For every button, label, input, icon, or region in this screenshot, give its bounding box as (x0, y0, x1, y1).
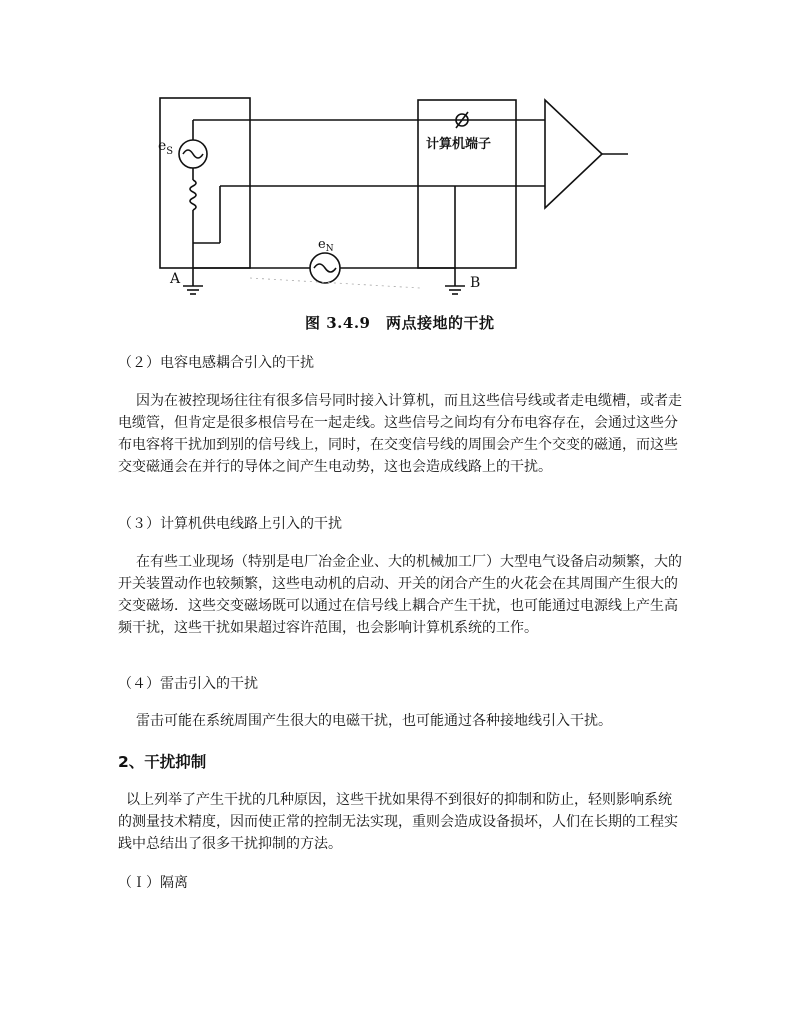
label-b: B (470, 275, 481, 291)
section-2-body: 因为在被控现场往往有很多信号同时接入计算机，而且这些信号线或者走电缆槽，或者走电缆管，但肯定是很多根信号在一起走线。这些信号之间均有分布电容存在，会通过这些分布电容将干扰加到别的信号线上，同时，在交变信号线的周围会产生个交变的磁通，而这些交变磁通会在并行的导体之间产生电动势，这也会造成线路上的干扰。 (118, 393, 682, 475)
section-3-body: 在有些工业现场（特别是电厂冶金企业、大的机械加工厂）大型电气设备启动频繁，大的开关装置动作也较频繁，这些电动机的启动、开关的闭合产生的火花会在其周围产生很大的交变磁场．这些交变磁场既可以通过在信号线上耦合产生干扰，也可能通过电源线上产生高频干扰，这些干扰如果超过容许范围，也会影响计算机系统的工作。 (118, 554, 682, 636)
figure-caption: 图 3.4.9 两点接地的干扰 (305, 314, 495, 332)
inductor-coil (190, 180, 196, 210)
heading-interference-suppression: 2、干扰抑制 (118, 753, 207, 771)
label-es: $e_S$ (158, 138, 174, 157)
two-point-grounding-diagram (150, 88, 640, 303)
section-4-body: 雷击可能在系统周围产生很大的电磁干扰，也可能通过各种接地线引入干扰。 (136, 713, 612, 729)
source-en-wave (314, 264, 336, 272)
section-3-heading: （３）计算机供电线路上引入的干扰 (118, 516, 342, 532)
label-en: $e_N$ (318, 237, 334, 254)
section-2-heading: （２）电容电感耦合引入的干扰 (118, 355, 314, 371)
label-a: A (170, 271, 181, 287)
computer-terminal-box (418, 100, 516, 268)
section-isolation-heading: （Ｉ）隔离 (118, 875, 188, 891)
suppression-body: 以上列举了产生干扰的几种原因，这些干扰如果得不到很好的抑制和防止，轻则影响系统的测量技术精度，因而使正常的控制无法实现，重则会造成设备损坏，人们在长期的工程实践中总结出了很多干扰抑制的方法。 (118, 792, 678, 852)
circuit-figure (150, 88, 640, 343)
section-4-heading: （４）雷击引入的干扰 (118, 676, 258, 692)
amplifier-triangle (545, 100, 602, 208)
label-computer-terminal: 计算机端子 (426, 137, 492, 152)
source-es-wave (183, 150, 203, 158)
